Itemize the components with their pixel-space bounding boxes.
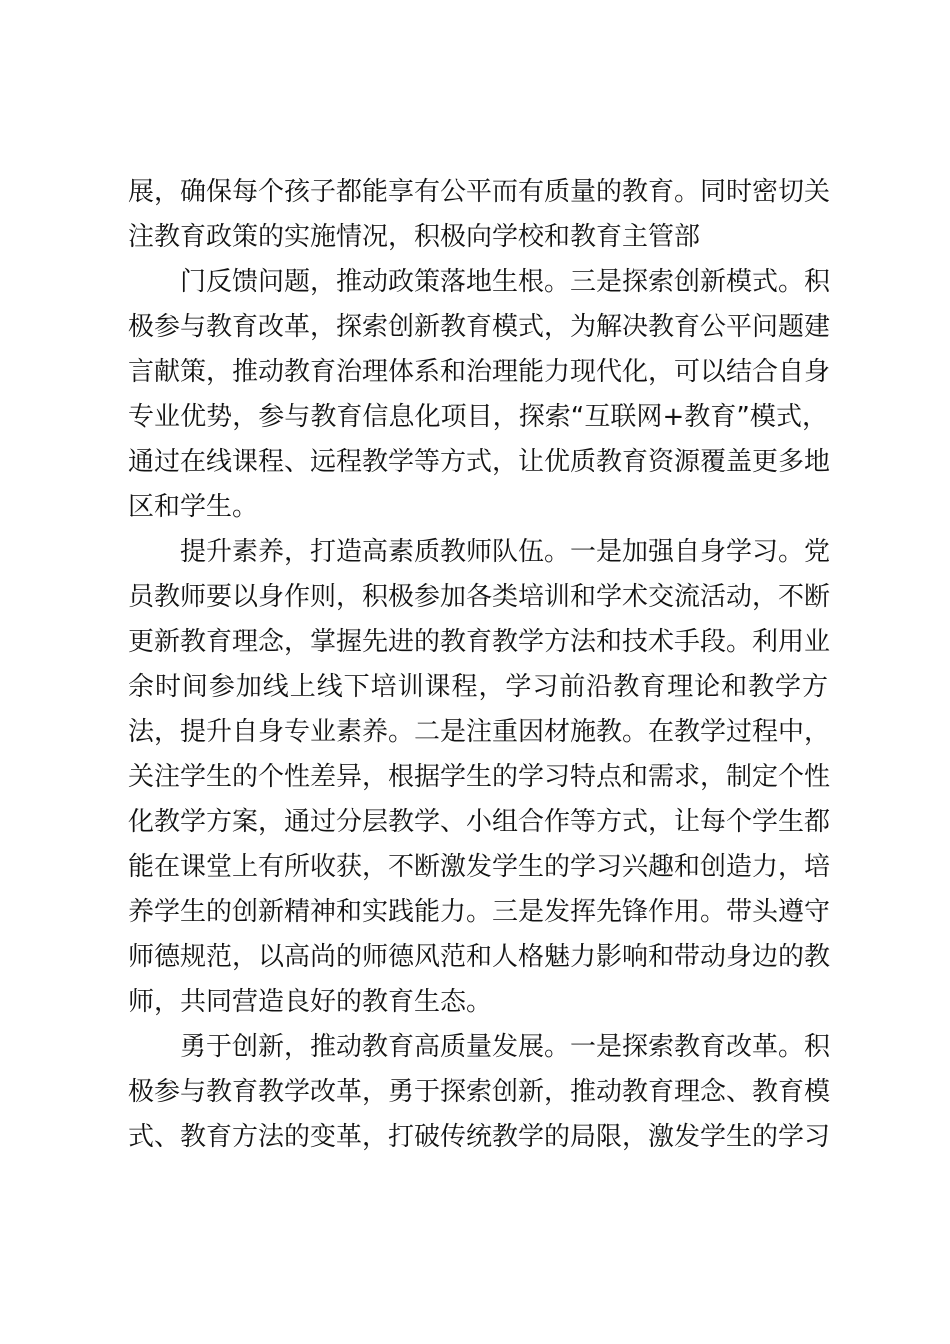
text-line: 极参与教育改革，探索创新教育模式，为解决教育公平问题建	[128, 312, 831, 342]
paragraph-improve-quality	[128, 530, 831, 1025]
text-line: 师德规范，以高尚的师德风范和人格魅力影响和带动身边的教	[128, 942, 831, 972]
text-line: 区和学生。	[128, 492, 259, 522]
text-line: 专业优势，参与教育信息化项目，探索“互联网+教育”模式，	[128, 402, 828, 432]
body-text	[128, 170, 831, 1160]
text-line: 养学生的创新精神和实践能力。三是发挥先锋作用。带头遵守	[128, 897, 831, 927]
text-line: 余时间参加线上线下培训课程，学习前沿教育理论和教学方	[128, 672, 828, 702]
text-line: 注教育政策的实施情况，积极向学校和教育主管部	[128, 222, 701, 252]
text-line: 师，共同营造良好的教育生态。	[128, 987, 493, 1017]
text-line: 更新教育理念，掌握先进的教育教学方法和技术手段。利用业	[128, 627, 831, 657]
text-line: 言献策，推动教育治理体系和治理能力现代化，可以结合自身	[128, 357, 831, 387]
paragraph-dare-to-innovate	[128, 1025, 831, 1160]
text-line: 化教学方案，通过分层教学、小组合作等方式，让每个学生都	[128, 807, 831, 837]
text-line: 式、教育方法的变革，打破传统教学的局限，激发学生的学习	[128, 1122, 831, 1152]
text-line: 通过在线课程、远程教学等方式，让优质教育资源覆盖更多地	[128, 447, 831, 477]
text-line: 提升素养，打造高素质教师队伍。一是加强自身学习。党	[180, 537, 831, 567]
text-line: 极参与教育教学改革，勇于探索创新，推动教育理念、教育模	[128, 1077, 831, 1107]
text-line: 能在课堂上有所收获，不断激发学生的学习兴趣和创造力，培	[128, 852, 831, 882]
text-line: 关注学生的个性差异，根据学生的学习特点和需求，制定个性	[128, 762, 831, 792]
text-line: 展，确保每个孩子都能享有公平而有质量的教育。同时密切关	[128, 177, 831, 207]
text-line: 法，提升自身专业素养。二是注重因材施教。在教学过程中，	[128, 717, 831, 747]
text-line: 勇于创新，推动教育高质量发展。一是探索教育改革。积	[180, 1032, 831, 1062]
text-line: 门反馈问题，推动政策落地生根。三是探索创新模式。积	[180, 267, 831, 297]
paragraph-continuation	[128, 170, 831, 260]
text-line: 员教师要以身作则，积极参加各类培训和学术交流活动，不断	[128, 582, 831, 612]
paragraph-innovation-model	[128, 260, 831, 530]
